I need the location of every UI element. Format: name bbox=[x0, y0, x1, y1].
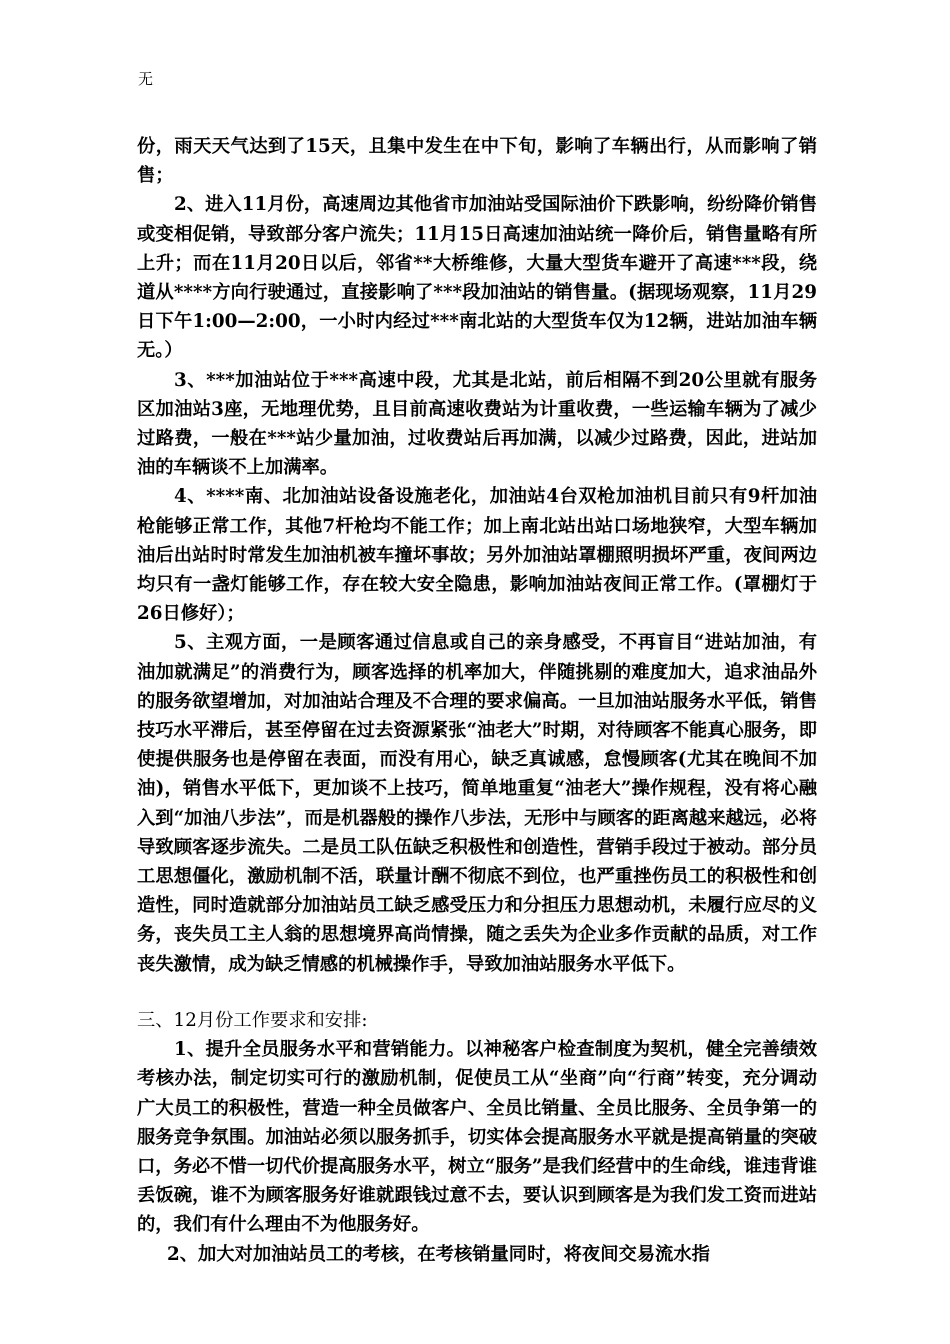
document-body bbox=[137, 132, 817, 1269]
section-item-2: 2、加大对加油站员工的考核，在考核销量同时，将夜间交易流水指 bbox=[167, 1243, 710, 1265]
paragraph-item-2: 2、进入11月份，高速周边其他省市加油站受国际油价下跌影响，纷纷降价销售或变相促销，导致部分客户流失；11月15日高速加油站统一降价后，销售量略有所上升；而在11月20日以后，邻省**大桥维修，大量大型货车避开了高速***段，绕道从****方向行驶通过，直接影响了***段加油站的销售量。(据现场观察，11月29日下午1:00—2:00，一小时内经过***南北站的大型货车仅为12辆，进站加油车辆无。） bbox=[137, 194, 817, 362]
section-heading: 三、12月份工作要求和安排: bbox=[137, 1009, 368, 1031]
paragraph-item-4: 4、****南、北加油站设备设施老化，加油站4台双枪加油机目前只有9杆加油枪能够正常工作，其他7杆枪均不能工作；加上南北站出站口场地狭窄，大型车辆加油后出站时时常发生加油机被车撞坏事故；另外加油站罩棚照明损坏严重，夜间两边均只有一盏灯能够工作，存在较大安全隐患，影响加油站夜间正常工作。(罩棚灯于26日修好）； bbox=[137, 486, 817, 625]
paragraph-item-3: 3、***加油站位于***高速中段，尤其是北站，前后相隔不到20公里就有服务区加油站3座，无地理优势，且目前高速收费站为计重收费，一些运输车辆为了减少过路费，一般在***站少量加油，过收费站后再加满，以减少过路费，因此，进站加油的车辆谈不上加满率。 bbox=[137, 369, 817, 479]
paragraph-continuation: 份，雨天天气达到了15天，且集中发生在中下旬，影响了车辆出行，从而影响了销售； bbox=[137, 136, 817, 187]
section-item-1: 1、提升全员服务水平和营销能力。以神秘客户检查制度为契机，健全完善绩效考核办法，制定切实可行的激励机制，促使员工从“坐商”向“行商”转变，充分调动广大员工的积极性，营造一种全员做客户、全员比销量、全员比服务、全员争第一的服务竞争氛围。加油站必须以服务抓手，切实体会提高服务水平就是提高销量的突破口，务必不惜一切代价提高服务水平，树立“服务”是我们经营中的生命线，谁违背谁丢饭碗，谁不为顾客服务好谁就跟钱过意不去，要认识到顾客是为我们发工资而进站的，我们有什么理由不为他服务好。 bbox=[137, 1039, 817, 1236]
paragraph-item-5: 5、主观方面，一是顾客通过信息或自己的亲身感受，不再盲目“进站加油，有油加就满足”的消费行为，顾客选择的机率加大，伴随挑剔的难度加大，追求油品外的服务欲望增加，对加油站合理及不合理的要求偏高。一旦加油站服务水平低，销售技巧水平滞后，甚至停留在过去资源紧张“油老大”时期，对待顾客不能真心服务，即使提供服务也是停留在表面，而没有用心，缺乏真诚感，怠慢顾客(尤其在晚间不加油)，销售水平低下，更加谈不上技巧，简单地重复“油老大”操作规程，没有将心融入到“加油八步法”，而是机器般的操作八步法，无形中与顾客的距离越来越远，必将导致顾客逐步流失。二是员工队伍缺乏积极性和创造性，营销手段过于被动。部分员工思想僵化，激励机制不活，联量计酬不彻底不到位，也严重挫伤员工的积极性和创造性，同时造就部分加油站员工缺乏感受压力和分担压力思想动机，未履行应尽的义务，丧失员工主人翁的思想境界高尚情操，随之丢失为企业多作贡献的品质，对工作丧失激情，成为缺乏情感的机械操作手，导致加油站服务水平低下。 bbox=[137, 632, 817, 975]
page-header: 无 bbox=[138, 70, 154, 88]
section-spacer bbox=[137, 979, 817, 1006]
